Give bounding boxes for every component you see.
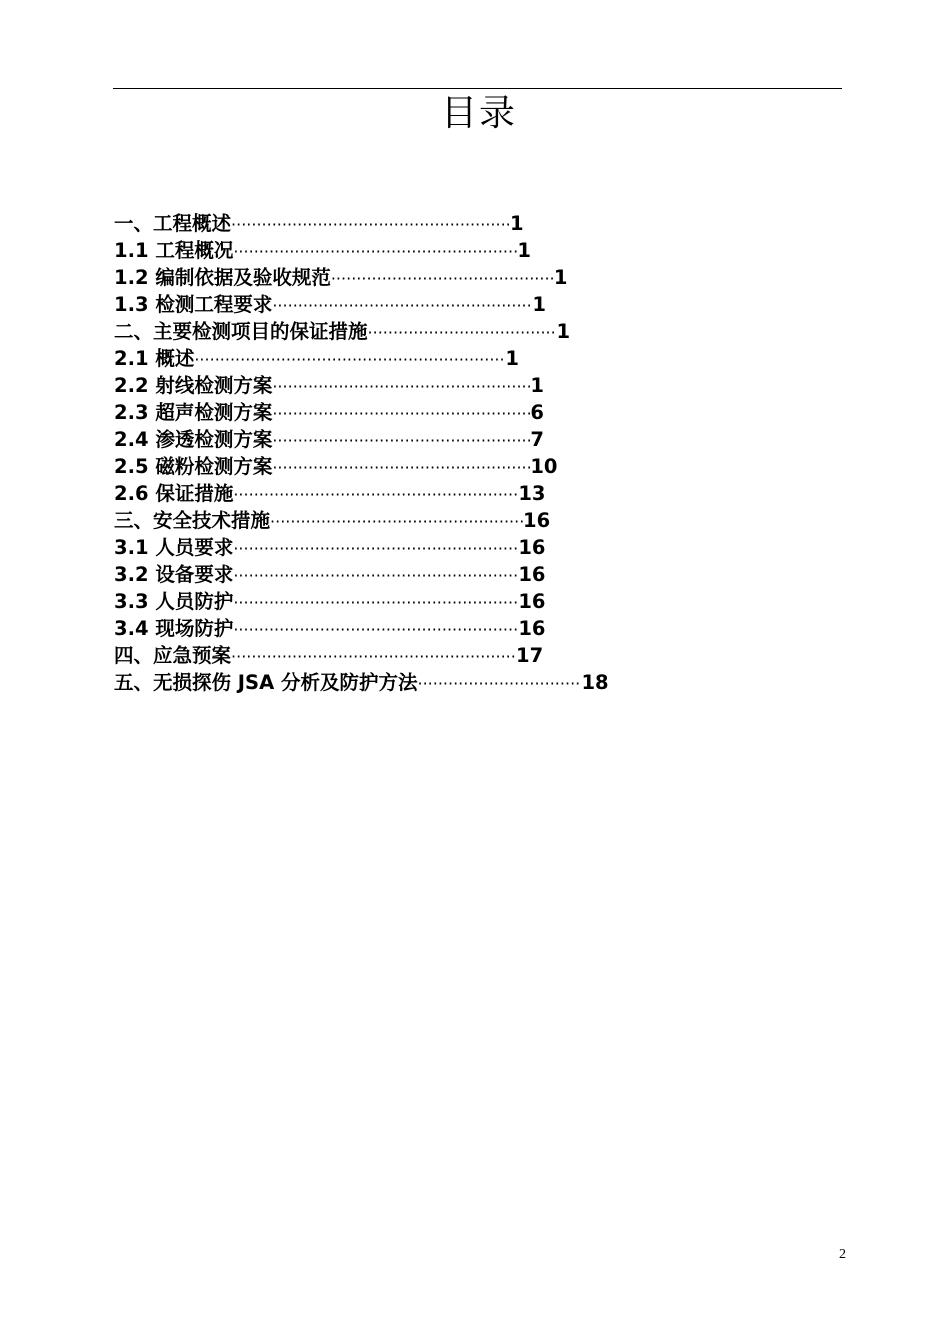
toc-entry-page: 16 xyxy=(518,536,546,559)
toc-leader-dots xyxy=(233,535,518,562)
toc-leader-dots xyxy=(272,400,530,427)
toc-leader-dots xyxy=(231,211,510,238)
toc-leader-dots xyxy=(270,508,523,535)
toc-entry-page: 13 xyxy=(518,482,546,505)
toc-entry[interactable] xyxy=(114,669,609,696)
toc-entry-page: 17 xyxy=(516,644,544,667)
toc-entry-page: 16 xyxy=(518,590,546,613)
toc-entry[interactable] xyxy=(114,426,609,453)
page-number: 2 xyxy=(839,1247,846,1262)
toc-entry[interactable] xyxy=(114,534,609,561)
toc-entry-label: 3.4 现场防护 xyxy=(114,617,234,640)
toc-entry-label: 二、主要检测项目的保证措施 xyxy=(114,320,368,343)
toc-entry-label: 3.3 人员防护 xyxy=(114,590,234,613)
toc-entry[interactable] xyxy=(114,507,609,534)
toc-entry-page: 10 xyxy=(530,455,558,478)
toc-entry-label: 四、应急预案 xyxy=(114,644,232,667)
toc-entry[interactable] xyxy=(114,561,609,588)
toc-entry[interactable] xyxy=(114,399,609,426)
table-of-contents xyxy=(114,210,609,696)
toc-entry-page: 1 xyxy=(510,212,524,235)
toc-leader-dots xyxy=(368,319,557,346)
toc-entry[interactable] xyxy=(114,453,609,480)
toc-entry-page: 1 xyxy=(517,239,531,262)
toc-entry-label: 2.1 概述 xyxy=(114,347,195,370)
toc-entry[interactable] xyxy=(114,642,609,669)
toc-entry-page: 1 xyxy=(505,347,519,370)
toc-entry[interactable] xyxy=(114,264,609,291)
toc-entry-page: 1 xyxy=(530,374,544,397)
header-rule xyxy=(113,88,842,89)
toc-leader-dots xyxy=(331,265,554,292)
toc-entry-page: 1 xyxy=(532,293,546,316)
toc-entry-label: 五、无损探伤 JSA 分析及防护方法 xyxy=(114,671,418,694)
toc-entry-label: 2.3 超声检测方案 xyxy=(114,401,273,424)
toc-entry-page: 18 xyxy=(581,671,609,694)
toc-entry-label: 3.2 设备要求 xyxy=(114,563,234,586)
toc-leader-dots xyxy=(231,643,516,670)
toc-entry[interactable] xyxy=(114,480,609,507)
toc-entry[interactable] xyxy=(114,588,609,615)
toc-entry[interactable] xyxy=(114,615,609,642)
toc-entry-label: 一、工程概述 xyxy=(114,212,232,235)
toc-entry-page: 16 xyxy=(523,509,551,532)
toc-entry-label: 1.2 编制依据及验收规范 xyxy=(114,266,331,289)
toc-entry-label: 2.4 渗透检测方案 xyxy=(114,428,273,451)
toc-entry-label: 1.1 工程概况 xyxy=(114,239,234,262)
toc-leader-dots xyxy=(233,562,518,589)
toc-entry-page: 1 xyxy=(556,320,571,343)
toc-leader-dots xyxy=(233,589,518,616)
toc-leader-dots xyxy=(272,292,532,319)
toc-entry[interactable] xyxy=(114,372,609,399)
toc-entry-page: 6 xyxy=(530,401,544,424)
toc-entry[interactable] xyxy=(114,237,609,264)
toc-entry-label: 2.2 射线检测方案 xyxy=(114,374,273,397)
toc-entry-label: 2.5 磁粉检测方案 xyxy=(114,455,273,478)
toc-leader-dots xyxy=(417,670,581,697)
toc-entry-page: 16 xyxy=(518,617,546,640)
toc-entry-page: 1 xyxy=(553,266,568,289)
toc-leader-dots xyxy=(233,238,517,265)
toc-leader-dots xyxy=(272,427,530,454)
toc-entry-page: 7 xyxy=(530,428,544,451)
toc-entry[interactable] xyxy=(114,345,609,372)
toc-entry[interactable] xyxy=(114,291,609,318)
toc-entry-label: 1.3 检测工程要求 xyxy=(114,293,273,316)
toc-leader-dots xyxy=(233,616,518,643)
toc-entry-label: 3.1 人员要求 xyxy=(114,536,234,559)
toc-leader-dots xyxy=(272,373,530,400)
toc-leader-dots xyxy=(272,454,530,481)
toc-entry[interactable] xyxy=(114,318,609,345)
toc-entry-label: 2.6 保证措施 xyxy=(114,482,234,505)
page-title: 目录 xyxy=(440,93,517,134)
toc-leader-dots xyxy=(194,346,505,373)
toc-leader-dots xyxy=(233,481,518,508)
toc-entry[interactable] xyxy=(114,210,609,237)
toc-entry-label: 三、安全技术措施 xyxy=(114,509,271,532)
toc-entry-page: 16 xyxy=(518,563,546,586)
